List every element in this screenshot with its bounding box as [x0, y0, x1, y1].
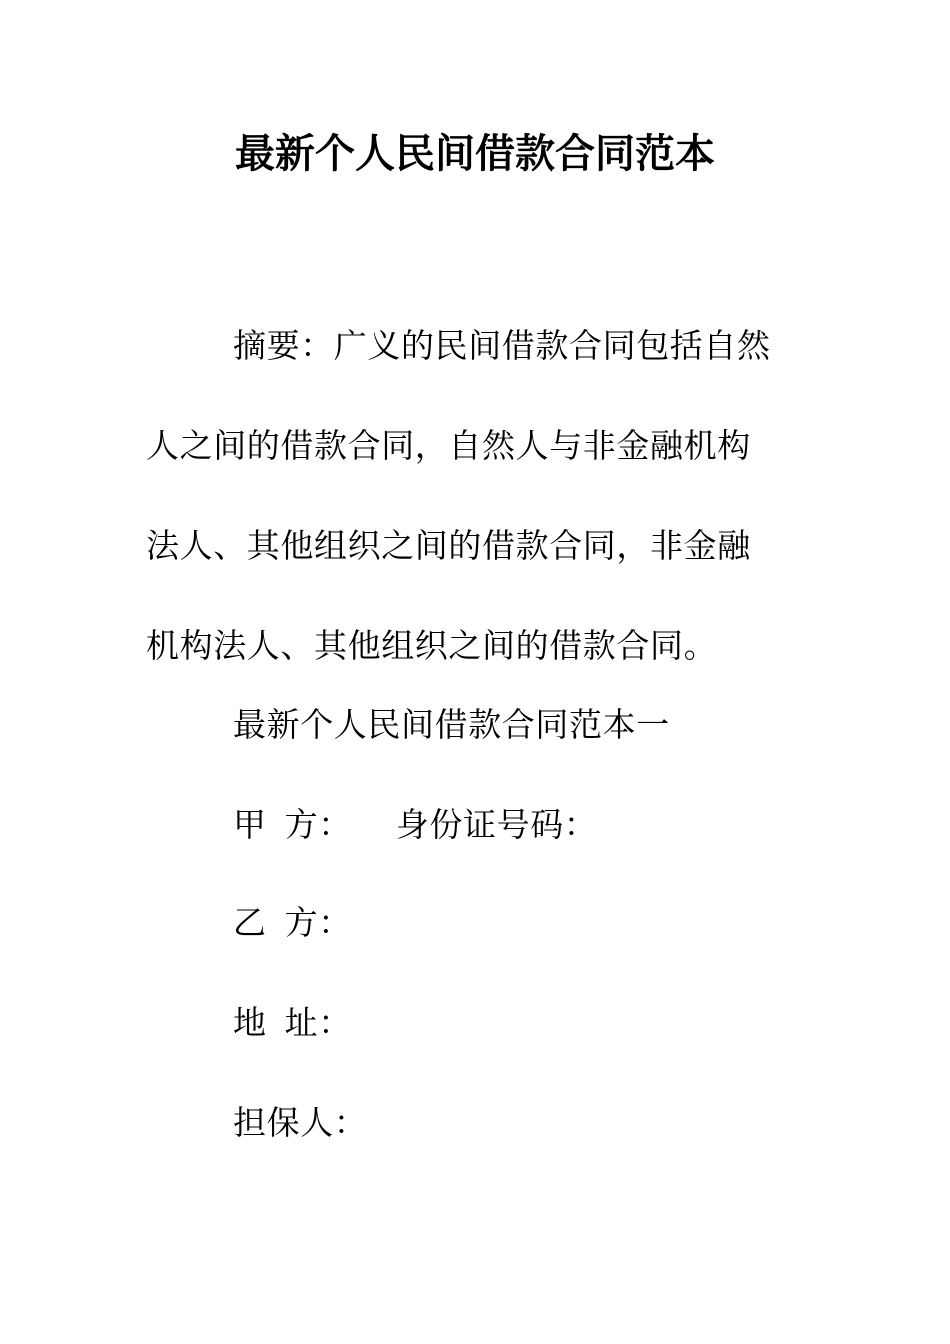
- abstract-line-1: 摘要：广义的民间借款合同包括自然: [233, 326, 771, 365]
- party-b-line: [233, 898, 352, 948]
- document-title: 最新个人民间借款合同范本: [235, 130, 715, 177]
- guarantor-line: [233, 1098, 367, 1148]
- guarantor-label: 担保人：: [233, 1103, 368, 1142]
- id-number-label: 身份证号码：: [395, 805, 598, 844]
- address-label-char2: 址：: [284, 1003, 352, 1042]
- address-line: [233, 998, 352, 1048]
- abstract-paragraph: [146, 296, 806, 696]
- party-b-label-char1: 乙: [233, 903, 267, 942]
- section-heading: 最新个人民间借款合同范本一: [233, 705, 670, 744]
- abstract-line-4: 机构法人、其他组织之间的借款合同。: [146, 626, 718, 665]
- party-a-label-char2: 方：: [284, 805, 352, 844]
- abstract-line-2: 人之间的借款合同，自然人与非金融机构: [146, 426, 751, 465]
- address-label-char1: 地: [233, 1003, 267, 1042]
- party-a-label-char1: 甲: [233, 805, 267, 844]
- party-b-label-char2: 方：: [284, 903, 352, 942]
- abstract-line-3: 法人、其他组织之间的借款合同，非金融: [146, 526, 751, 565]
- party-a-line: [233, 800, 597, 850]
